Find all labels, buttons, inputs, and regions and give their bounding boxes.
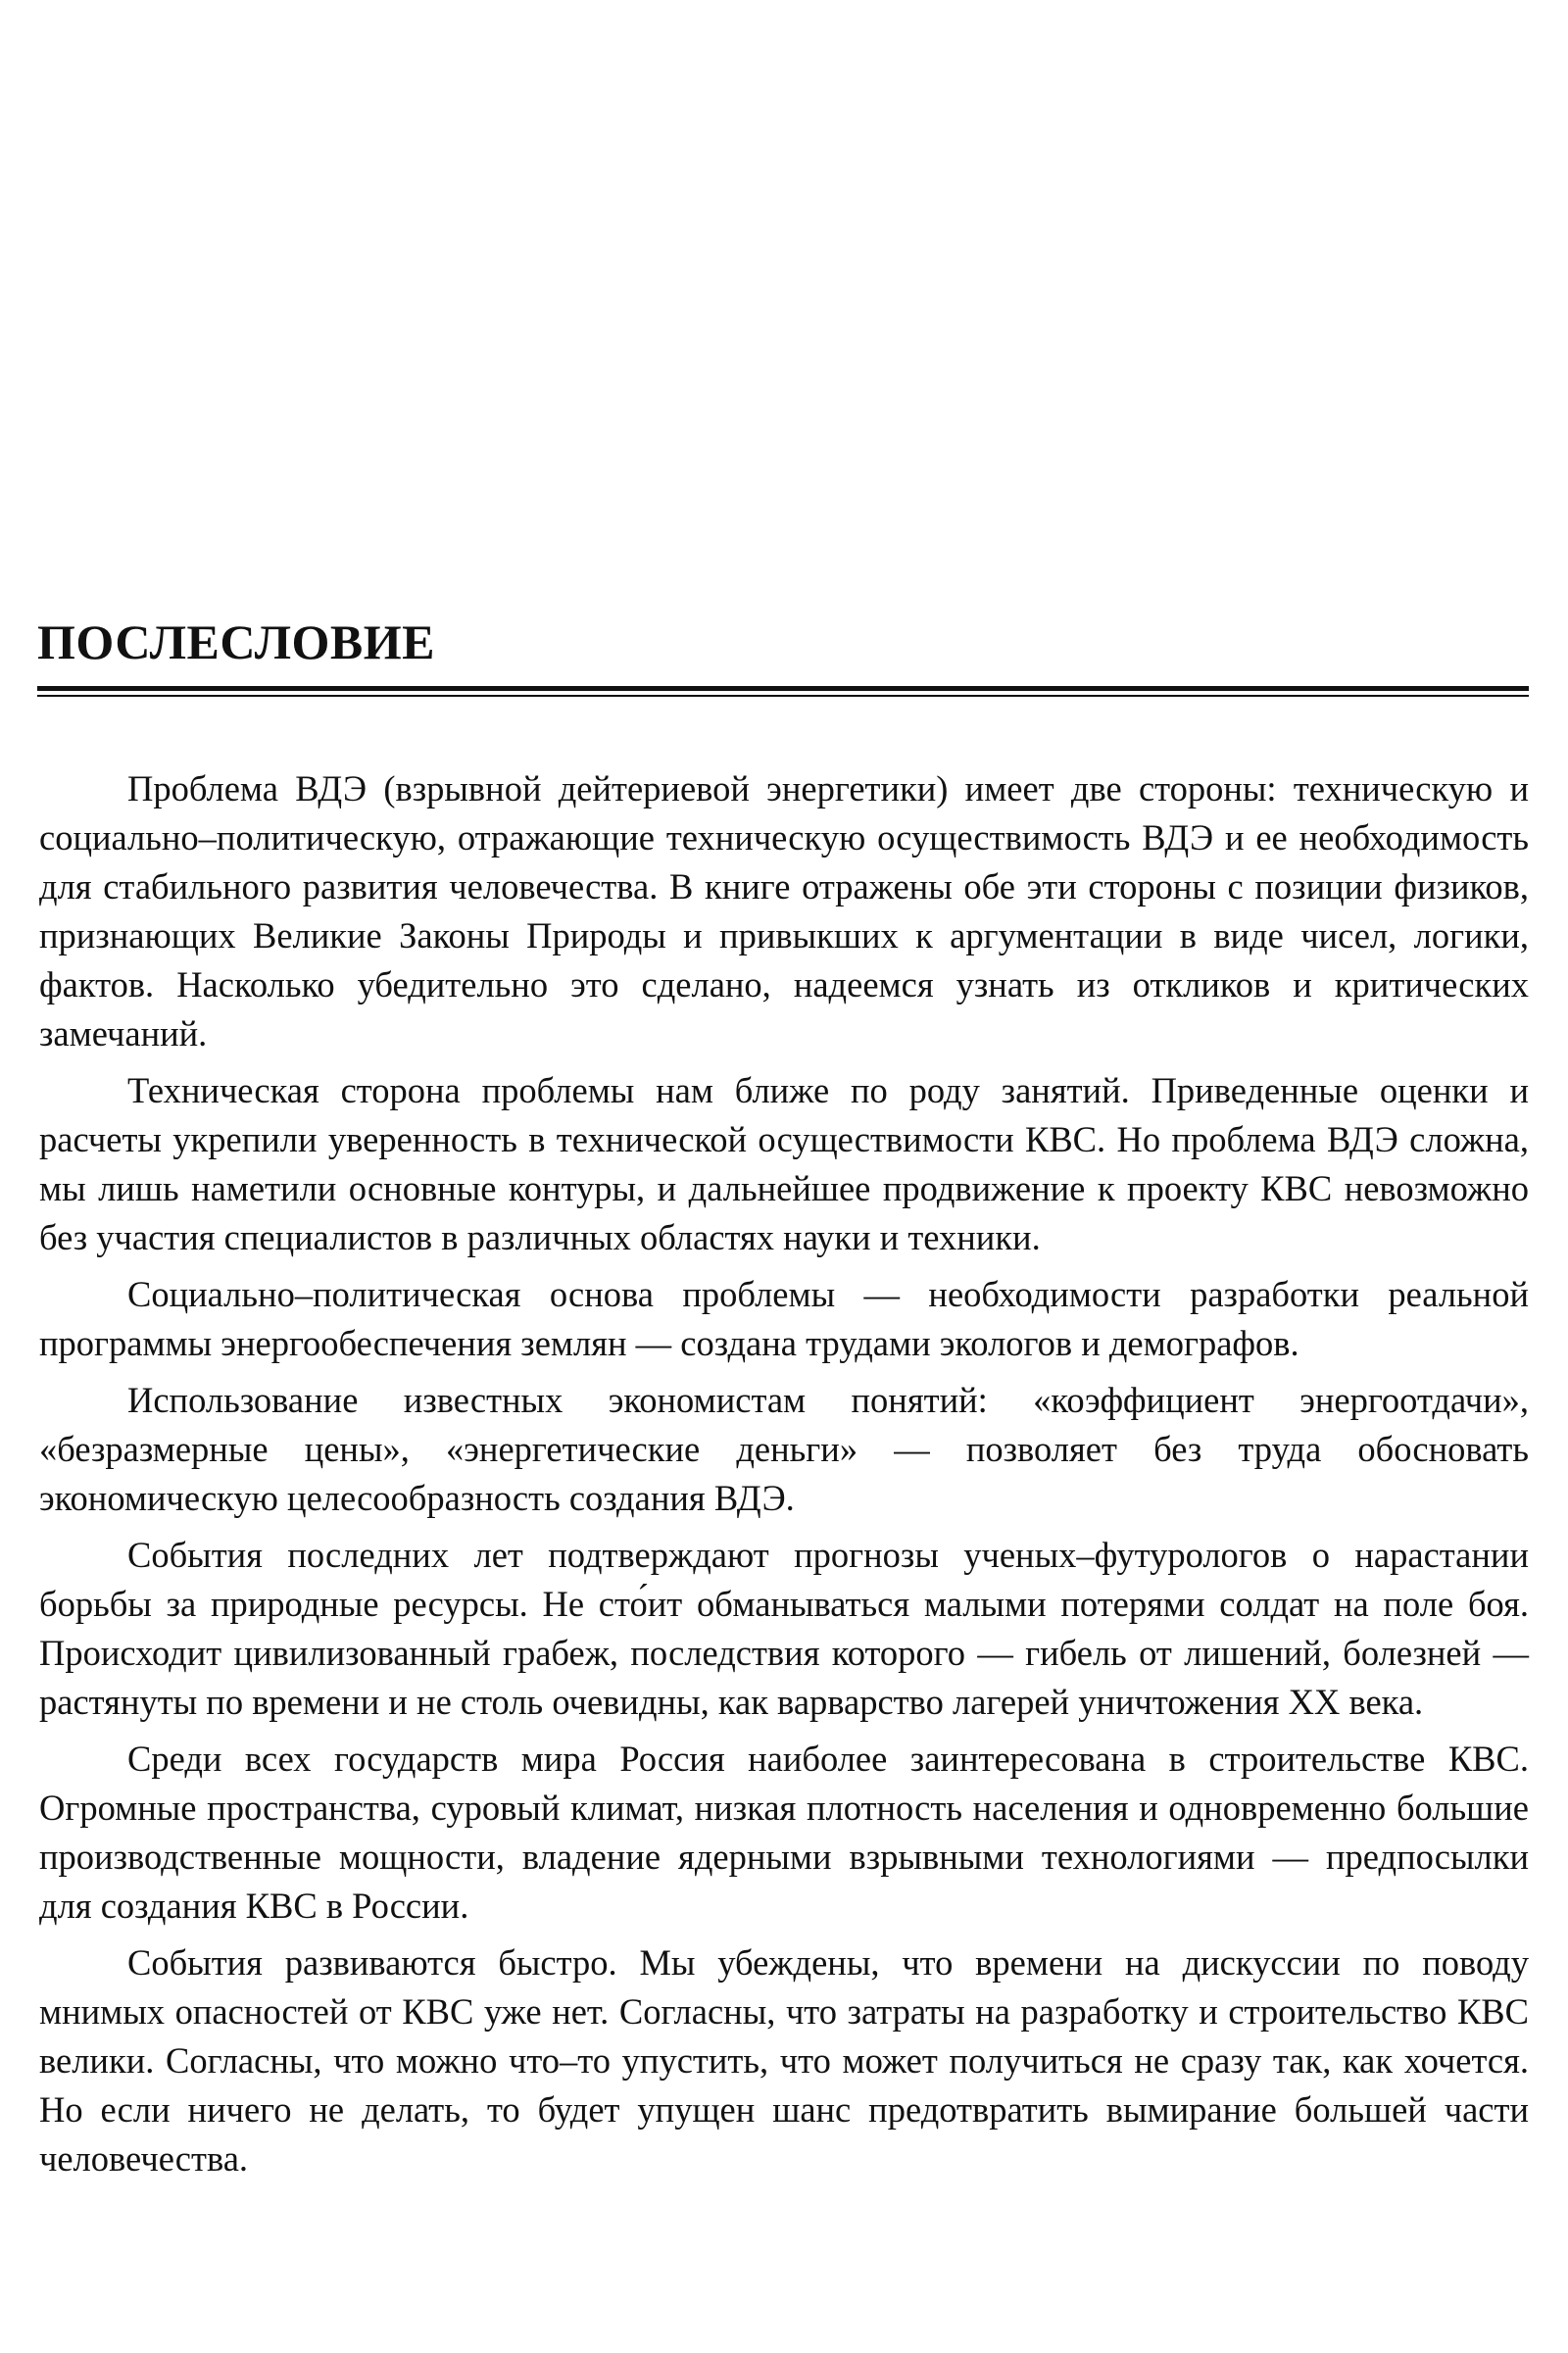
paragraph-7: События развиваются быстро. Мы убеждены, что времени на дискуссии по поводу мнимых опасностей от КВС уже нет. Согласны, что затраты на разработку и строительство КВС велики. Согласны, что можно что–то упустить, что может получиться не сразу так, как хочется. Но если ничего не делать, то будет упущен шанс предотвратить вымирание большей части человечества. (39, 1942, 1529, 2179)
paragraph-4: Использование известных экономистам понятий: «коэффициент энергоотдачи», «безразмерные цены», «энергетические деньги» — позволяет без труда обосновать экономическую целесообразность создания ВДЭ. (39, 1380, 1529, 1518)
heading-rule-thin (37, 695, 1529, 697)
paragraph-2: Техническая сторона проблемы нам ближе по роду занятий. Приведенные оценки и расчеты укрепили уверенность в технической осуществимости КВС. Но проблема ВДЭ сложна, мы лишь наметили основные контуры, и дальнейшее продвижение к проекту КВС невозможно без участия специалистов в различных областях науки и техники. (39, 1070, 1529, 1257)
paragraph-5: События последних лет подтверждают прогнозы ученых–футурологов о нарастании борьбы за природные ресурсы. Не сто́ит обманываться малыми потерями солдат на поле боя. Происходит цивилизованный грабеж, последствия которого — гибель от лишений, болезней — растянуты по времени и не столь очевидны, как варварство лагерей уничтожения XX века. (39, 1535, 1529, 1722)
body-text (39, 764, 1529, 2191)
paragraph-6: Среди всех государств мира Россия наиболее заинтересована в строительстве КВС. Огромные пространства, суровый климат, низкая плотность населения и одновременно большие производственные мощности, владение ядерными взрывными технологиями — предпосылки для создания КВС в России. (39, 1739, 1529, 1926)
paragraph-1: Проблема ВДЭ (взрывной дейтериевой энергетики) имеет две стороны: техническую и социально–политическую, отражающие техническую осуществимость ВДЭ и ее необходимость для стабильного развития человечества. В книге отражены обе эти стороны с позиции физиков, признающих Великие Законы Природы и привыкших к аргументации в виде чисел, логики, фактов. Насколько убедительно это сделано, надеемся узнать из откликов и критических замечаний. (39, 768, 1529, 1054)
paragraph-3: Социально–политическая основа проблемы — необходимости разработки реальной программы энергообеспечения землян — создана трудами экологов и демографов. (39, 1274, 1529, 1363)
chapter-heading: ПОСЛЕСЛОВИЕ (37, 614, 435, 669)
heading-rule-thick (37, 686, 1529, 691)
